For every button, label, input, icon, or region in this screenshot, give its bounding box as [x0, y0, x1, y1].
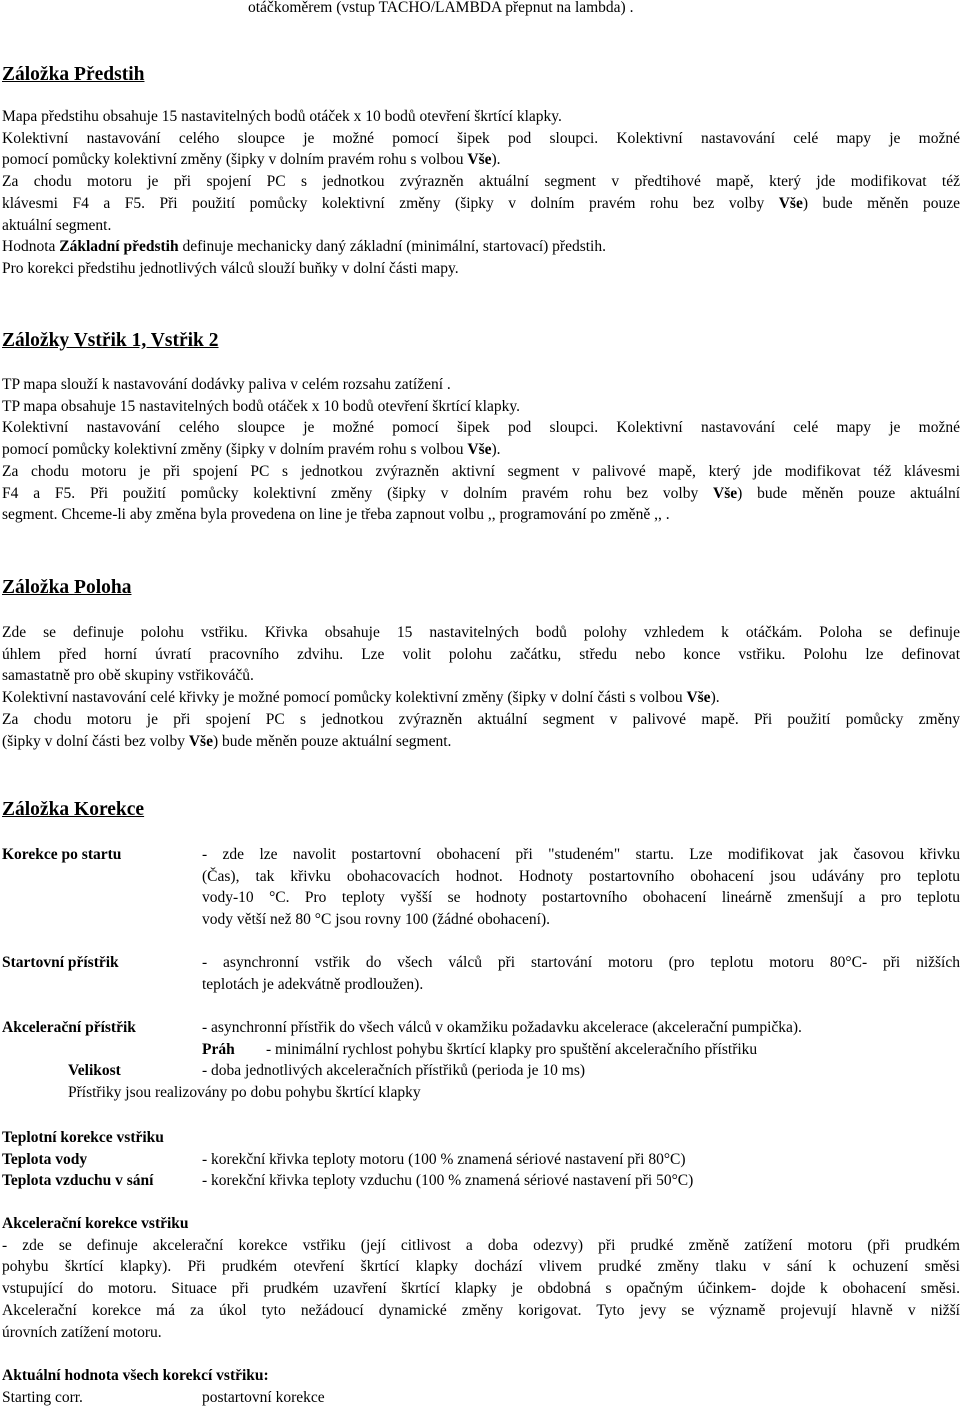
akceleracni-pristrik-label: Akcelerační přístřik [2, 1019, 136, 1036]
paragraph-line: TP mapa slouží k nastavování dodávky paliva v celém rozsahu zatížení . [2, 376, 451, 393]
section-heading-predstih: Záložka Předstih [2, 64, 145, 85]
paragraph-line: samastatně pro obě skupiny vstřikováčů. [2, 667, 254, 685]
paragraph-line: (šipky v dolní části bez volby Vše) bude měněn pouze aktuální segment. [2, 732, 452, 750]
startovni-pristrik-desc: - asynchronní vstřik do všech válců při startování motoru (pro teplotu motoru 80°C- při nižších teplotách je adekvátně prodloužen). [202, 954, 960, 993]
teplota-vzduchu-label: Teplota vzduchu v sání [2, 1172, 154, 1190]
korekce-po-startu-label: Korekce po startu [2, 846, 122, 863]
paragraph-line: TP mapa obsahuje 15 nastavitelných bodů otáček x 10 bodů otevření škrtící klapky. [2, 397, 520, 415]
vstrik-body [2, 374, 960, 526]
pristriky-note: Přístřiky jsou realizovány po dobu pohybu škrtící klapky [68, 1084, 421, 1102]
paragraph-line: Za chodu motoru je při spojení PC s jednotkou zvýrazněn aktuální segment v předtihové mapě, který jde modifikovat též [2, 173, 960, 191]
starting-corr-desc: postartovní korekce [202, 1388, 325, 1406]
section-heading-vstrik: Záložky Vstřik 1, Vstřik 2 [2, 330, 219, 351]
paragraph-line: aktuální segment. [2, 216, 112, 234]
paragraph-line: Pro korekci předstihu jednotlivých válců slouží buňky v dolní části mapy. [2, 259, 459, 277]
paragraph-line: Kolektivní nastavování celého sloupce je možné pomocí šipek pod sloupci. Kolektivní nastavování celé mapy je možné [2, 129, 960, 147]
section-heading-korekce: Záložka Korekce [2, 799, 145, 820]
paragraph-line: Kolektivní nastavování celé křivky je možné pomocí pomůcky kolektivní změny (šipky v dolní části s volbou Vše). [2, 689, 720, 707]
teplota-vody-desc: - korekční křivka teploty motoru (100 % znamená sériové nastavení při 80°C) [202, 1150, 686, 1168]
paragraph-line: Za chodu motoru je při spojení PC s jednotkou zvýrazněn aktuální segment v palivové mapě. Při použití pomůcky změny [2, 710, 960, 728]
predstih-body [2, 106, 960, 280]
velikost-label: Velikost [68, 1062, 121, 1080]
paragraph-line: Za chodu motoru je při spojení PC s jednotkou zvýrazněn aktivní segment v palivové mapě, který jde modifikovat též klávesmi [2, 462, 960, 480]
prah-label: Práh [202, 1040, 235, 1058]
teplota-vzduchu-desc: - korekční křivka teploty vzduchu (100 % znamená sériové nastavení při 50°C) [202, 1172, 694, 1190]
paragraph-line: Kolektivní nastavování celého sloupce je možné pomocí šipek pod sloupci. Kolektivní nastavování celé mapy je možné [2, 419, 960, 437]
velikost-desc: - doba jednotlivých akceleračních přístřiků (perioda je 10 ms) [202, 1062, 586, 1080]
akceleracni-korekce-body: - zde se definuje akcelerační korekce vstřiku (její citlivost a doba odezvy) při prudké změně zatížení motoru (při prudkém pohybu škrtící klapky). Při prudkém otevření škrtící klapky dochází vlivem prudké změny tlaku v sání k ochuzení směsi vstupující do motoru. Situace při prudkém uzavření škrtící klapky je obdobná s opačným účinkem- dojde k obohacení směsi. Akcelerační korekce má za úkol tyto nežádoucí dynamické změny korigovat. Tyto jevy se významě projevují hlavně v nižší úrovních zatížení motoru. [2, 1236, 960, 1341]
paragraph-line: klávesmi F4 a F5. Při použití pomůcky kolektivní změny (šipky v dolním pravém rohu bez volby Vše) bude měněn pouze [2, 194, 960, 212]
paragraph-line: Zde se definuje polohu vstřiku. Křivka obsahuje 15 nastavitelných bodů polohy vzhledem k otáčkám. Poloha se definuje [2, 624, 960, 641]
paragraph-line: pomocí pomůcky kolektivní změny (šipky v dolním pravém rohu s volbou Vše). [2, 151, 501, 169]
starting-corr-label: Starting corr. [2, 1388, 83, 1406]
prah-desc: - minimální rychlost pohybu škrtící klapky pro spuštění akceleračního přístřiku [266, 1040, 758, 1058]
paragraph-line: F4 a F5. Při použití pomůcky kolektivní změny (šipky v dolním pravém rohu bez volby Vše) bude měněn pouze aktuální [2, 484, 960, 502]
section-heading-poloha: Záložka Poloha [2, 577, 132, 598]
akceleracni-pristrik-desc: - asynchronní přístřik do všech válců v okamžiku požadavku akcelerace (akcelerační pumpička). [202, 1019, 802, 1036]
poloha-body [2, 622, 960, 752]
akceleracni-korekce-title: Akcelerační korekce vstřiku [2, 1215, 189, 1232]
aktualni-hodnota-title: Aktuální hodnota všech korekcí vstřiku: [2, 1367, 269, 1384]
teplotni-korekce-title: Teplotní korekce vstřiku [2, 1129, 164, 1146]
paragraph-line: úhlem před horní úvratí pracovního zdvihu. Lze volit polohu začátku, středu nebo konce vstřiku. Polohu lze definovat [2, 645, 960, 663]
startovni-pristrik-label: Startovní přístřik [2, 954, 119, 971]
paragraph-line: Mapa předstihu obsahuje 15 nastavitelných bodů otáček x 10 bodů otevření škrtící klapky. [2, 108, 562, 125]
teplota-vody-label: Teplota vody [2, 1150, 88, 1168]
korekce-po-startu-desc: - zde lze navolit postartovní obohacení při "studeném" startu. Lze modifikovat jak časovou křivku (Čas), tak křivku obohacovacích hodnot. Hodnoty postartovního obohacení jsou udávány pro teplotu vody-10 °C. Pro teploty vyšší se hodnoty postartovního obohacení lineárně zmenšují a pro teplotu vody větší než 80 °C jsou rovny 100 (žádné obohacení). [202, 846, 960, 929]
paragraph-line: Hodnota Základní předstih definuje mechanicky daný základní (minimální, startovací) předstih. [2, 238, 606, 256]
continued-text-line: otáčkoměrem (vstup TACHO/LAMBDA přepnut na lambda) . [248, 0, 634, 16]
paragraph-line: segment. Chceme-li aby změna byla provedena on line je třeba zapnout volbu ,, programování po změně ,, . [2, 506, 670, 524]
paragraph-line: pomocí pomůcky kolektivní změny (šipky v dolním pravém rohu s volbou Vše). [2, 441, 501, 459]
